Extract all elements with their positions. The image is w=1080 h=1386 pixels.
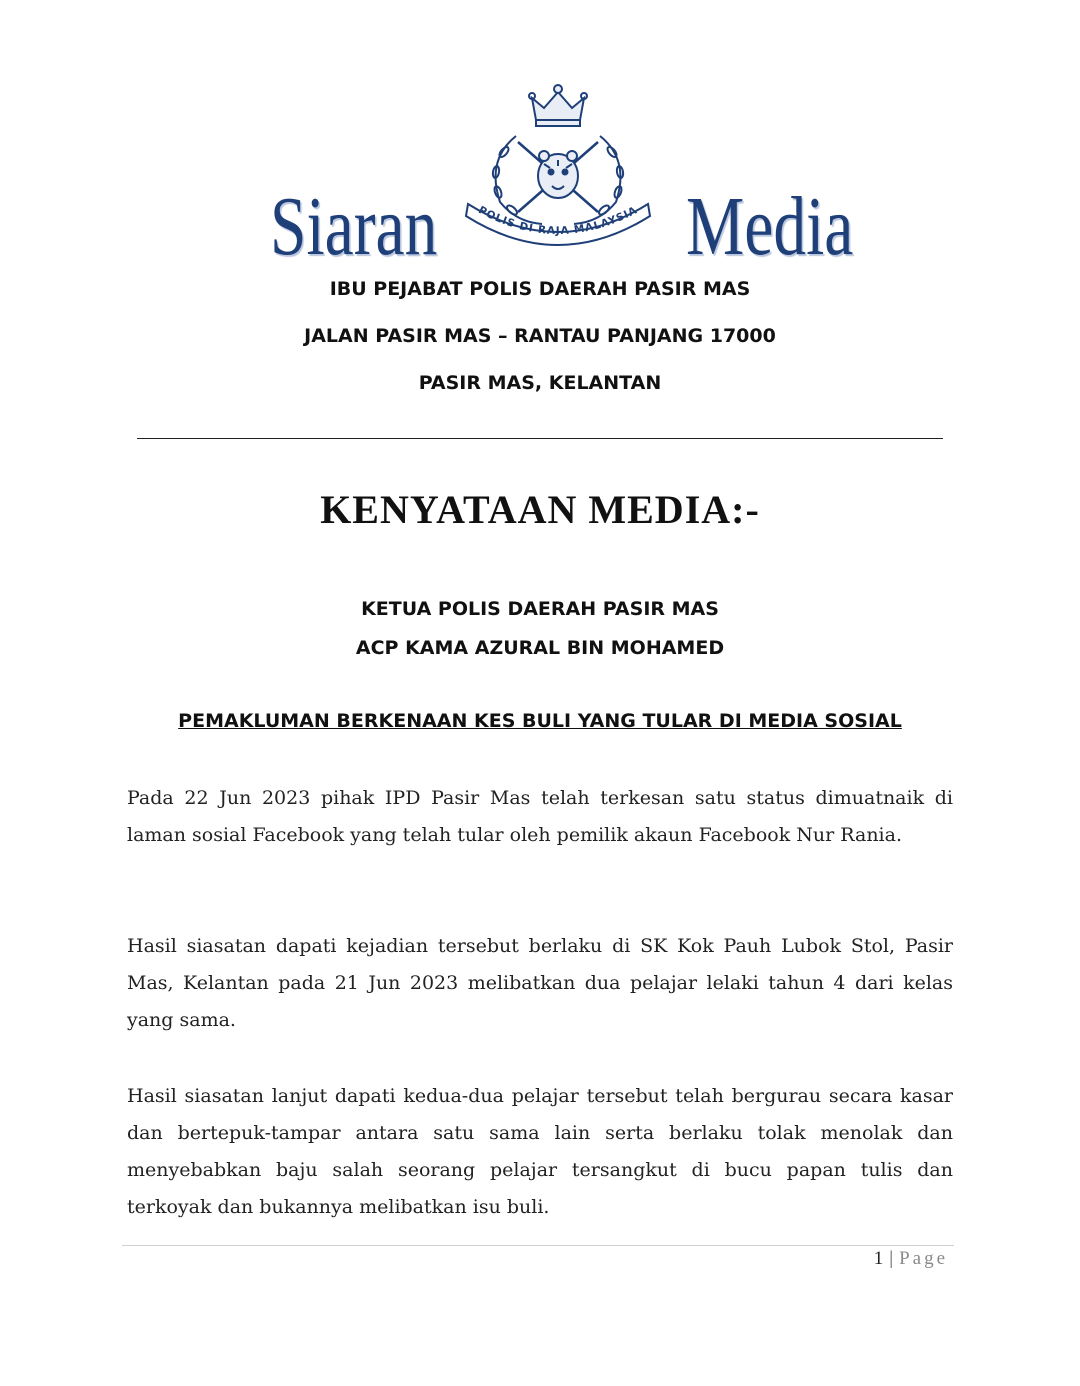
paragraph-3: Hasil siasatan lanjut dapati kedua-dua pelajar tersebut telah bergurau secara kasar dan bertepuk-tampar antara satu sama lain serta berlaku tolak menolak dan menyebabkan baju salah seorang pelajar tersangkut di bucu papan tulis dan terkoyak dan bukannya melibatkan isu buli.: [127, 1085, 953, 1218]
paragraph-1: Pada 22 Jun 2023 pihak IPD Pasir Mas telah terkesan satu status dimuatnaik di laman sosial Facebook yang telah tular oleh pemilik akaun Facebook Nur Rania.: [127, 787, 953, 846]
header-divider: [137, 438, 943, 439]
masthead: [0, 80, 1080, 273]
page-separator: |: [889, 1248, 894, 1269]
office-city: PASIR MAS, KELANTAN: [418, 372, 662, 394]
crown-icon: [529, 85, 587, 126]
page-footer: [874, 1248, 948, 1270]
speaker-name: ACP KAMA AZURAL BIN MOHAMED: [355, 637, 725, 659]
tiger-head-icon: [538, 151, 578, 198]
paragraph-2: Hasil siasatan dapati kejadian tersebut berlaku di SK Kok Pauh Lubok Stol, Pasir Mas, Kelantan pada 21 Jun 2023 melibatkan dua pelajar lelaki tahun 4 dari kelas yang sama.: [127, 935, 953, 1031]
office-name: IBU PEJABAT POLIS DAERAH PASIR MAS: [329, 278, 751, 300]
police-crest-logo: [460, 80, 656, 260]
page-label: Page: [899, 1248, 948, 1269]
speaker-role: KETUA POLIS DAERAH PASIR MAS: [361, 598, 719, 620]
crest-ribbon-text: POLIS DI RAJA MALAYSIA: [476, 204, 640, 238]
statement-subject: PEMAKLUMAN BERKENAAN KES BULI YANG TULAR DI MEDIA SOSIAL: [178, 710, 902, 732]
footer-divider: [122, 1245, 954, 1246]
document-title: KENYATAAN MEDIA:-: [320, 487, 760, 532]
masthead-media: Media: [686, 180, 854, 273]
page-number: 1: [873, 1248, 884, 1269]
office-address: JALAN PASIR MAS – RANTAU PANJANG 17000: [304, 325, 776, 347]
masthead-siaran: Siaran: [270, 180, 438, 273]
